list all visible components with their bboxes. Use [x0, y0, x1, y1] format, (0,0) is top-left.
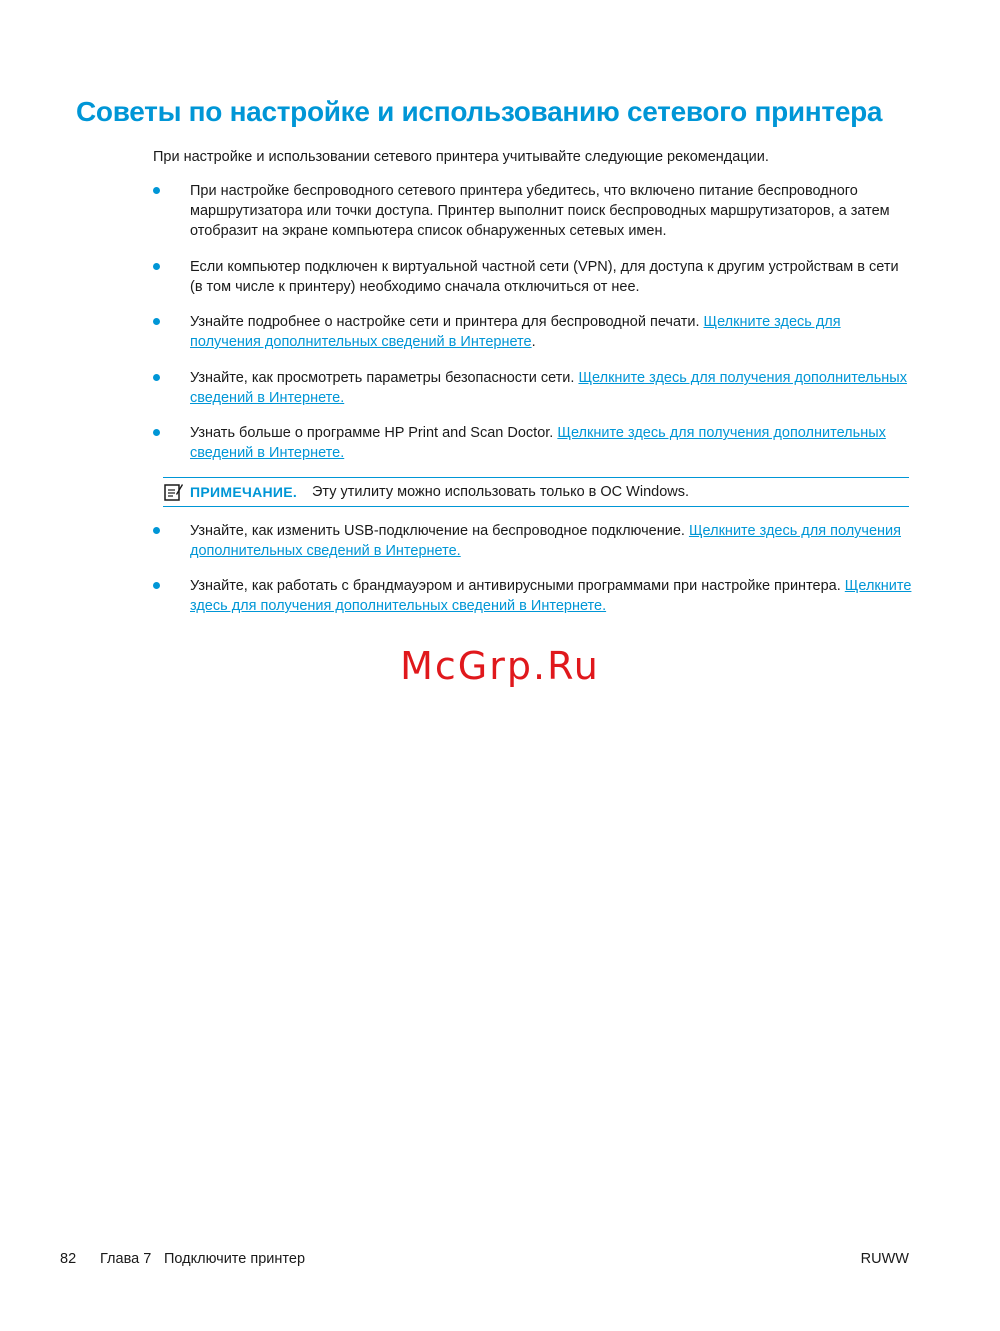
list-item [153, 576, 913, 616]
bullet-icon [153, 429, 160, 436]
list-item [153, 257, 913, 297]
list-item [153, 368, 913, 408]
list-item [153, 312, 913, 352]
list-item [153, 181, 913, 241]
note-box [163, 477, 909, 507]
list-item-text: Узнайте подробнее о настройке сети и принтера для беспроводной печати. Щелкните здесь для получения дополнительных сведений в Интернете. [190, 314, 841, 350]
bullet-icon [153, 187, 160, 194]
note-label: ПРИМЕЧАНИЕ. [190, 484, 298, 500]
more-info-link[interactable]: Щелкните здесь для получения дополнительных сведений в Интернете. [190, 523, 901, 559]
document-code: RUWW [860, 1251, 909, 1267]
list-item-text: Узнайте, как просмотреть параметры безопасности сети. Щелкните здесь для получения дополнительных сведений в Интернете. [190, 370, 907, 406]
list-item-text: Если компьютер подключен к виртуальной частной сети (VPN), для доступа к другим устройствам в сети (в том числе к принтеру) необходимо сначала отключиться от нее. [190, 259, 899, 295]
bullet-icon [153, 527, 160, 534]
bullet-icon [153, 582, 160, 589]
note-icon [163, 482, 183, 502]
list-item [153, 521, 913, 561]
bullet-icon [153, 374, 160, 381]
bullet-icon [153, 263, 160, 270]
more-info-link[interactable]: Щелкните здесь для получения дополнительных сведений в Интернете. [190, 578, 912, 614]
page-number: 82 [60, 1251, 77, 1267]
more-info-link[interactable]: Щелкните здесь для получения дополнительных сведений в Интернете. [190, 425, 886, 461]
list-item-text: Узнайте, как изменить USB-подключение на беспроводное подключение. Щелкните здесь для получения дополнительных сведений в Интернете. [190, 523, 901, 559]
list-item-text: Узнайте, как работать с брандмауэром и антивирусными программами при настройке принтера. Щелкните здесь для получения дополнительных сведений в Интернете. [190, 578, 912, 614]
bullet-icon [153, 318, 160, 325]
chapter-label: Глава 7 [100, 1251, 152, 1267]
list-item-text: Узнать больше о программе HP Print and Scan Doctor. Щелкните здесь для получения дополнительных сведений в Интернете. [190, 425, 886, 461]
list-item-text: При настройке беспроводного сетевого принтера убедитесь, что включено питание беспроводного маршрутизатора или точки доступа. Принтер выполнит поиск беспроводных маршрутизаторов, а затем отобразит на экране компьютера список обнаруженных сетевых имен. [190, 183, 890, 239]
section-title: Подключите принтер [164, 1251, 306, 1267]
watermark: McGrp.Ru [400, 644, 600, 688]
intro-paragraph: При настройке и использовании сетевого принтера учитывайте следующие рекомендации. [153, 149, 769, 165]
more-info-link[interactable]: Щелкните здесь для получения дополнительных сведений в Интернете. [190, 370, 907, 406]
note-text: Эту утилиту можно использовать только в ОС Windows. [312, 484, 690, 500]
more-info-link[interactable]: Щелкните здесь для получения дополнительных сведений в Интернете [190, 314, 841, 350]
page-title: Советы по настройке и использованию сетевого принтера [76, 96, 883, 127]
list-item [153, 423, 913, 463]
